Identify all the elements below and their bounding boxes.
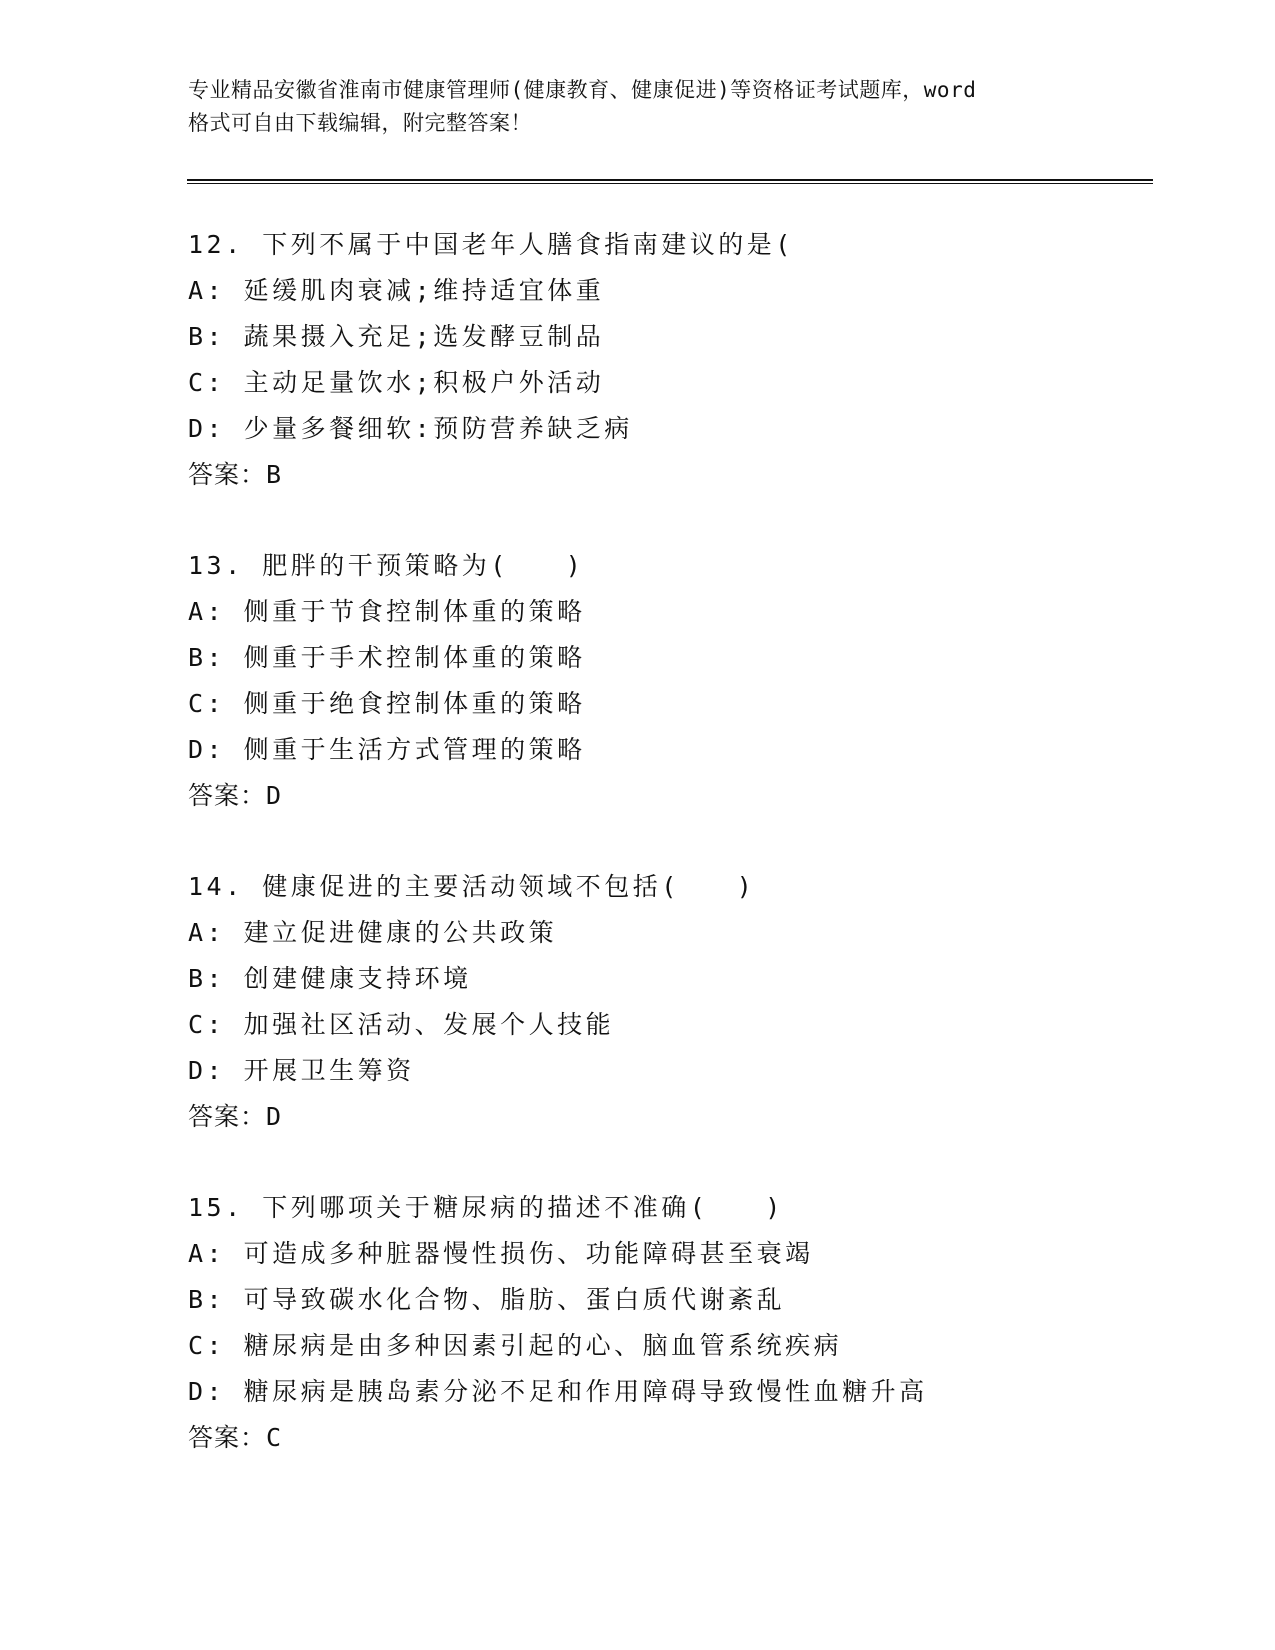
option-b: B: 可导致碳水化合物、脂肪、蛋白质代谢紊乱: [188, 1285, 786, 1314]
header-divider-thin: [187, 183, 1153, 184]
answer-value: B: [266, 460, 283, 489]
question-14: [188, 864, 1188, 1140]
option-a: A: 可造成多种脏器慢性损伤、功能障碍甚至衰竭: [188, 1239, 814, 1268]
option-a: A: 延缓肌肉衰减;维持适宜体重: [188, 276, 605, 305]
option-d: D: 侧重于生活方式管理的策略: [188, 735, 586, 764]
question-12: [188, 222, 1188, 498]
option-c: C: 糖尿病是由多种因素引起的心、脑血管系统疾病: [188, 1331, 843, 1360]
document-header: [188, 74, 1088, 140]
question-15: [188, 1185, 1188, 1461]
question-stem: 15. 下列哪项关于糖尿病的描述不准确( ): [188, 1193, 784, 1222]
answer-label: 答案：: [188, 460, 267, 489]
option-b: B: 侧重于手术控制体重的策略: [188, 643, 586, 672]
answer-label: 答案：: [188, 781, 267, 810]
answer-value: D: [266, 781, 283, 810]
header-line-1: 专业精品安徽省淮南市健康管理师(健康教育、健康促进)等资格证考试题库，word: [188, 78, 977, 102]
option-c: C: 侧重于绝食控制体重的策略: [188, 689, 586, 718]
header-line-2: 格式可自由下载编辑，附完整答案！: [188, 111, 532, 135]
question-stem: 12. 下列不属于中国老年人膳食指南建议的是(: [188, 230, 794, 259]
option-d: D: 少量多餐细软:预防营养缺乏病: [188, 414, 633, 443]
answer-line: [188, 773, 1188, 819]
option-b: B: 创建健康支持环境: [188, 964, 472, 993]
answer-line: [188, 1094, 1188, 1140]
option-c: C: 主动足量饮水;积极户外活动: [188, 368, 605, 397]
option-a: A: 侧重于节食控制体重的策略: [188, 597, 586, 626]
option-d: D: 糖尿病是胰岛素分泌不足和作用障碍导致慢性血糖升高: [188, 1377, 928, 1406]
option-c: C: 加强社区活动、发展个人技能: [188, 1010, 615, 1039]
question-13: [188, 543, 1188, 819]
answer-label: 答案：: [188, 1423, 267, 1452]
answer-line: [188, 1415, 1188, 1461]
option-d: D: 开展卫生筹资: [188, 1056, 415, 1085]
answer-value: C: [266, 1423, 283, 1452]
question-stem: 14. 健康促进的主要活动领域不包括( ): [188, 872, 756, 901]
header-divider-thick: [187, 179, 1153, 181]
answer-line: [188, 452, 1188, 498]
option-a: A: 建立促进健康的公共政策: [188, 918, 558, 947]
answer-value: D: [266, 1102, 283, 1131]
answer-label: 答案：: [188, 1102, 267, 1131]
option-b: B: 蔬果摄入充足;选发酵豆制品: [188, 322, 605, 351]
question-stem: 13. 肥胖的干预策略为( ): [188, 551, 585, 580]
